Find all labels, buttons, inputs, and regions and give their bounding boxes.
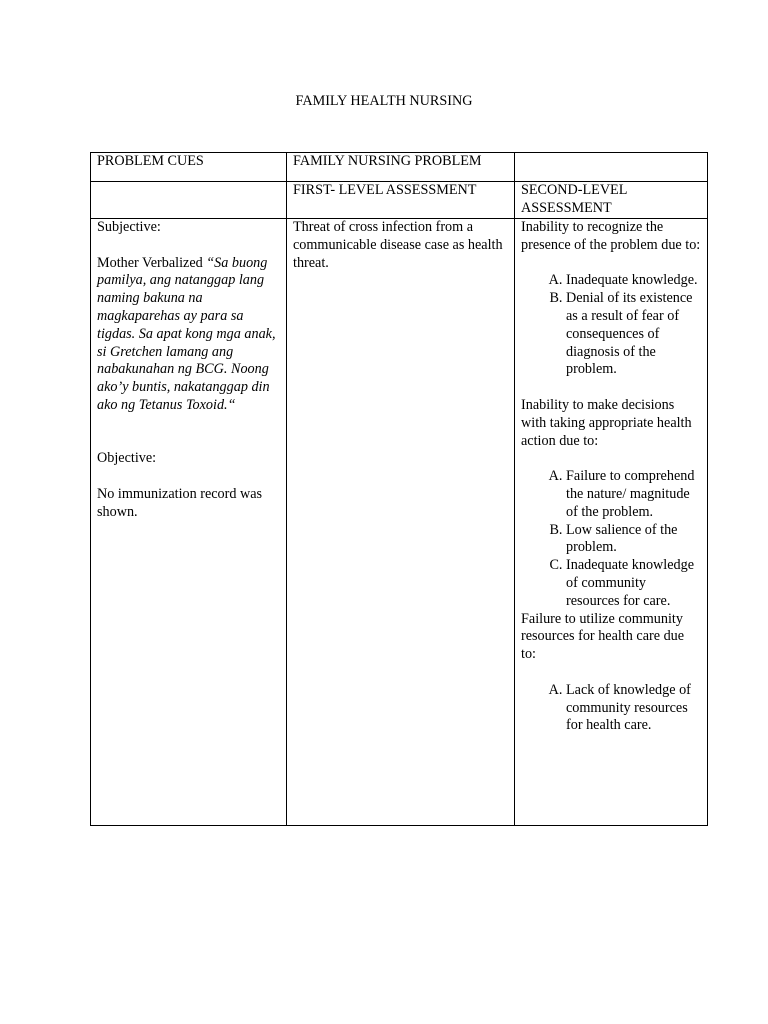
objective-text: No immunization record was shown.	[97, 485, 263, 520]
group-3-list	[521, 682, 701, 735]
group-2-intro: Inability to make decisions with taking appropriate health action due to:	[521, 396, 692, 449]
table-subheader-row	[91, 182, 708, 219]
family-nursing-table	[90, 152, 708, 826]
header-first-level-assessment: FIRST- LEVEL ASSESSMENT	[287, 182, 515, 219]
header-problem-cues: PROBLEM CUES	[91, 153, 287, 182]
list-item: A. Inadequate knowledge.	[566, 272, 701, 290]
subheader-empty-cell	[91, 182, 287, 219]
list-item: B. Low salience of the problem.	[566, 522, 701, 558]
header-empty-cell	[515, 153, 708, 182]
subjective-label: Subjective:	[97, 219, 161, 235]
list-item: A. Lack of knowledge of community resources for health care.	[566, 682, 701, 735]
objective-label: Objective:	[97, 450, 157, 467]
subjective-quote: “Sa buong pamilya, ang natanggap lang naming bakuna na magkaparehas ay para sa tigdas. Sa apat kong mga anak, si Gretchen lamang ang nabakunahan ng BCG. Noong ako’y buntis, nakatanggap din ako ng Tetanus Toxoid.“	[97, 254, 276, 413]
group-1-list	[521, 272, 701, 379]
list-item: A. Failure to comprehend the nature/ magnitude of the problem.	[566, 468, 701, 521]
list-item: B. Denial of its existence as a result of fear of consequences of diagnosis of the problem.	[566, 290, 701, 379]
first-level-text: Threat of cross infection from a communicable disease case as health threat.	[293, 219, 503, 271]
second-level-cell	[515, 219, 708, 826]
group-1-intro: Inability to recognize the presence of the problem due to:	[521, 219, 701, 253]
first-level-cell	[287, 219, 515, 826]
page-title: FAMILY HEALTH NURSING	[295, 93, 473, 109]
table-header-row	[91, 153, 708, 182]
subjective-prefix: Mother Verbalized	[97, 254, 207, 271]
group-3-intro: Failure to utilize community resources for health care due to:	[521, 610, 685, 663]
subjective-statement	[97, 255, 280, 415]
table-body-row	[91, 219, 708, 826]
problem-cues-cell	[91, 219, 287, 826]
header-second-level-assessment: SECOND-LEVEL ASSESSMENT	[515, 182, 708, 219]
group-2-list	[521, 468, 701, 610]
header-family-nursing-problem: FAMILY NURSING PROBLEM	[287, 153, 515, 182]
list-item: C. Inadequate knowledge of community resources for care.	[566, 557, 701, 610]
